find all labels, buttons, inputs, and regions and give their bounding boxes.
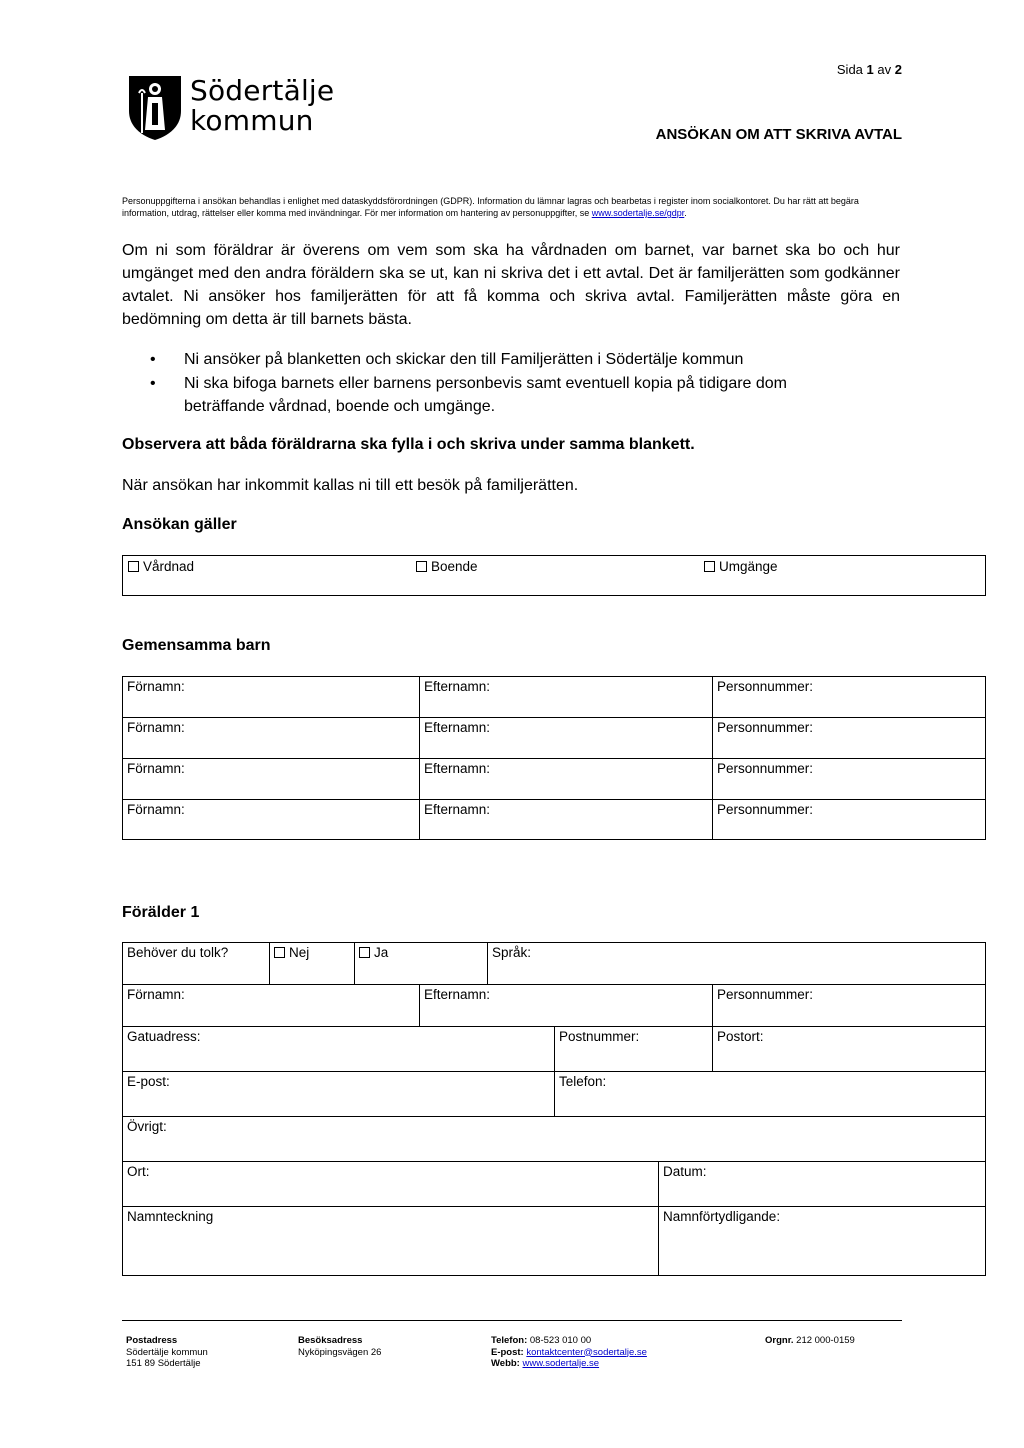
child-last-name-field[interactable] <box>420 759 713 800</box>
parent-last-name-field[interactable] <box>420 985 713 1027</box>
field-label: Personnummer: <box>717 720 814 735</box>
field-label: Datum: <box>663 1164 707 1179</box>
field-label: Förnamn: <box>127 720 185 735</box>
option-label: Ja <box>374 945 389 960</box>
footer-label: Orgnr. <box>765 1335 794 1346</box>
field-label: Efternamn: <box>424 720 491 735</box>
footer-visit <box>298 1335 381 1358</box>
child-first-name-field[interactable] <box>123 800 420 840</box>
checkbox-yes[interactable] <box>359 947 370 958</box>
organization-logo-text <box>190 76 334 136</box>
postal-city-field[interactable] <box>713 1027 986 1072</box>
interpreter-no-option[interactable] <box>270 943 355 985</box>
checkbox-vardnad[interactable] <box>128 561 139 572</box>
list-item: • Ni ansöker på blanketten och skickar den till Familjerätten i Södertälje kommun <box>150 348 870 371</box>
field-label: Förnamn: <box>127 802 185 817</box>
field-label: Efternamn: <box>424 987 491 1002</box>
page-label: Sida <box>836 62 863 77</box>
field-label: Förnamn: <box>127 761 185 776</box>
footer-label: Telefon: <box>491 1335 528 1346</box>
page-current: 1 <box>866 62 874 77</box>
field-label: Namnteckning <box>127 1209 214 1224</box>
option-umgange[interactable] <box>704 559 778 574</box>
instruction-list <box>150 348 870 419</box>
field-label: Behöver du tolk? <box>127 945 229 960</box>
email-field[interactable] <box>123 1072 555 1117</box>
footer-orgnr <box>765 1335 855 1347</box>
footer-web-link[interactable]: www.sodertalje.se <box>522 1358 600 1369</box>
field-label: Gatuadress: <box>127 1029 201 1044</box>
checkbox-umgange[interactable] <box>704 561 715 572</box>
option-label: Boende <box>431 559 478 574</box>
coat-of-arms-icon <box>128 75 182 141</box>
field-label: Postort: <box>717 1029 764 1044</box>
option-label: Umgänge <box>719 559 778 574</box>
intro-paragraph: Om ni som föräldrar är överens om vem som ska ha vårdnaden om barnet, var barnet ska bo och hur umgänget med den andra föräldern ska se ut, kan ni skriva det i ett avtal. Det är familjerätten som godkänner avtalet. Ni ansöker hos familjerätten för att få komma och skriva avtal. Familjerätten måste göra en bedömning om detta är till barnets bästa. <box>122 242 900 328</box>
postcode-field[interactable] <box>555 1027 713 1072</box>
footer-label: E-post: <box>491 1346 524 1358</box>
gdpr-notice <box>122 195 902 219</box>
org-name-line2: kommun <box>190 104 314 137</box>
option-boende[interactable] <box>416 559 478 574</box>
checkbox-no[interactable] <box>274 947 285 958</box>
parent-ssn-field[interactable] <box>713 985 986 1027</box>
place-field[interactable] <box>123 1162 659 1207</box>
footer-contact <box>491 1335 647 1370</box>
footer-divider <box>122 1320 902 1321</box>
name-clarification-field[interactable] <box>659 1207 986 1276</box>
footer-postal <box>126 1335 208 1370</box>
child-first-name-field[interactable] <box>123 759 420 800</box>
parent-first-name-field[interactable] <box>123 985 420 1027</box>
date-field[interactable] <box>659 1162 986 1207</box>
field-label: Efternamn: <box>424 679 491 694</box>
field-label: Språk: <box>492 945 532 960</box>
phone-field[interactable] <box>555 1072 986 1117</box>
page-number <box>837 62 902 77</box>
gdpr-end: . <box>684 208 687 218</box>
field-label: Efternamn: <box>424 761 491 776</box>
footer-text: 151 89 Södertälje <box>126 1358 201 1369</box>
child-ssn-field[interactable] <box>713 677 986 718</box>
field-label: Övrigt: <box>127 1119 167 1134</box>
option-vardnad[interactable] <box>128 559 194 574</box>
field-label: Personnummer: <box>717 679 814 694</box>
field-label: Personnummer: <box>717 987 814 1002</box>
field-label: Ort: <box>127 1164 150 1179</box>
footer-phone: 08-523 010 00 <box>529 1335 592 1346</box>
footer-label: Besöksadress <box>298 1335 363 1346</box>
field-label: Namnförtydligande: <box>663 1209 781 1224</box>
parent1-table <box>122 942 986 1276</box>
org-name-line1: Södertälje <box>190 74 335 107</box>
footer-email-link[interactable]: kontaktcenter@sodertalje.se <box>526 1346 647 1358</box>
list-item: • Ni ska bifoga barnets eller barnens personbevis samt eventuell kopia på tidigare dom beträffande vårdnad, boende och umgänge. <box>150 372 870 418</box>
child-first-name-field[interactable] <box>123 718 420 759</box>
signature-field[interactable] <box>123 1207 659 1276</box>
interpreter-yes-option[interactable] <box>355 943 488 985</box>
visit-note: När ansökan har inkommit kallas ni till ett besök på familjerätten. <box>122 477 579 494</box>
parent1-heading: Förälder 1 <box>122 904 200 921</box>
gdpr-link[interactable]: www.sodertalje.se/gdpr <box>591 208 685 218</box>
child-last-name-field[interactable] <box>420 677 713 718</box>
child-last-name-field[interactable] <box>420 718 713 759</box>
checkbox-boende[interactable] <box>416 561 427 572</box>
interpreter-question <box>123 943 270 985</box>
gdpr-text: Personuppgifterna i ansökan behandlas i enlighet med dataskyddsförordningen (GDPR). Information du lämnar lagras och bearbetas i register inom socialkontoret. Du har rätt att begära information, utdrag, rättelser eller komma med invändningar. För mer information om hantering av personuppgifter, se <box>122 196 859 218</box>
application-heading: Ansökan gäller <box>122 516 237 533</box>
footer-text: 212 000-0159 <box>796 1335 855 1346</box>
child-ssn-field[interactable] <box>713 718 986 759</box>
footer-label: Webb: <box>491 1358 520 1369</box>
field-label: Förnamn: <box>127 987 185 1002</box>
field-label: E-post: <box>127 1074 170 1089</box>
field-label: Personnummer: <box>717 761 814 776</box>
child-ssn-field[interactable] <box>713 759 986 800</box>
child-first-name-field[interactable] <box>123 677 420 718</box>
child-last-name-field[interactable] <box>420 800 713 840</box>
page-total: 2 <box>894 62 902 77</box>
other-field[interactable] <box>123 1117 986 1162</box>
field-label: Telefon: <box>559 1074 607 1089</box>
field-label: Postnummer: <box>559 1029 640 1044</box>
footer-text: Nyköpingsvägen 26 <box>298 1346 382 1358</box>
page-of: av <box>877 62 892 77</box>
children-heading: Gemensamma barn <box>122 637 271 654</box>
application-box <box>122 555 986 596</box>
language-field[interactable] <box>488 943 986 985</box>
option-label: Vårdnad <box>143 559 195 574</box>
field-label: Personnummer: <box>717 802 814 817</box>
document-title: ANSÖKAN OM ATT SKRIVA AVTAL <box>655 126 902 143</box>
children-table <box>122 676 986 840</box>
observe-note: Observera att båda föräldrarna ska fylla i och skriva under samma blankett. <box>122 436 695 453</box>
field-label: Efternamn: <box>424 802 491 817</box>
street-address-field[interactable] <box>123 1027 555 1072</box>
option-label: Nej <box>289 945 310 960</box>
child-ssn-field[interactable] <box>713 800 986 840</box>
footer-label: Postadress <box>126 1335 178 1346</box>
field-label: Förnamn: <box>127 679 185 694</box>
footer-text: Södertälje kommun <box>126 1346 208 1358</box>
